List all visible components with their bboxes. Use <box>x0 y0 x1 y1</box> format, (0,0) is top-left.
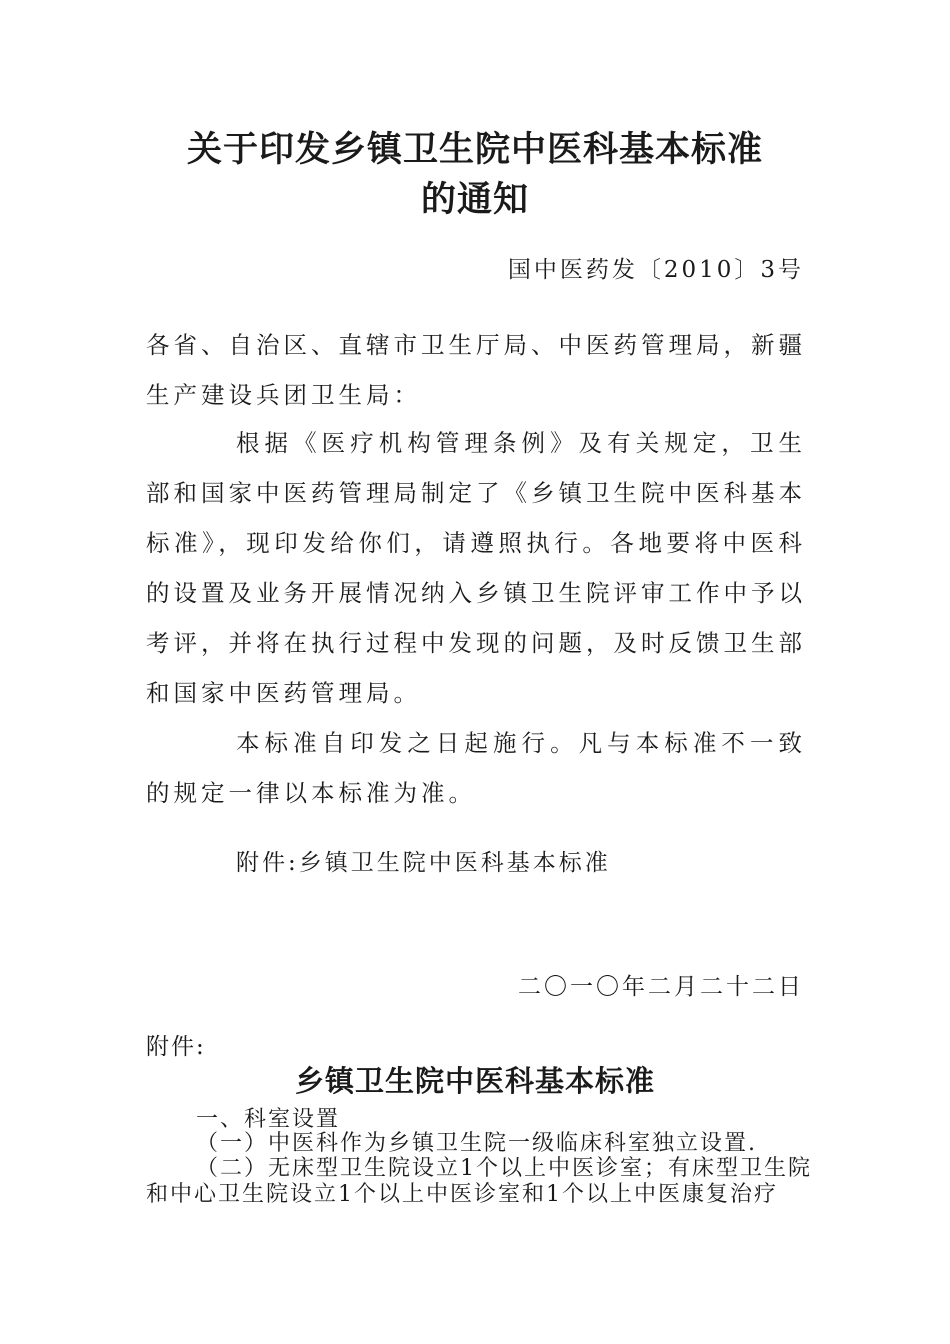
document-number: 国中医药发〔2010〕3号 <box>507 257 804 283</box>
issue-date: 二〇一〇年二月二十二日 <box>518 974 804 1000</box>
section-heading: 一、科室设置 <box>196 1107 341 1132</box>
attachment-label: 附件: <box>146 1034 206 1060</box>
section-item-2-line1: （二）无床型卫生院设立1个以上中医诊室；有床型卫生院 <box>196 1156 812 1181</box>
attachment-title: 乡镇卫生院中医科基本标准 <box>294 1064 655 1098</box>
addressee: 各省、自治区、直辖市卫生厅局、中医药管理局，新疆生产建设兵团卫生局： <box>146 331 806 409</box>
section-item-2-line2: 和中心卫生院设立1个以上中医诊室和1个以上中医康复治疗 <box>146 1182 778 1207</box>
attachment-note: 附件:乡镇卫生院中医科基本标准 <box>236 850 611 876</box>
document-title-line1: 关于印发乡镇卫生院中医科基本标准 <box>186 130 763 170</box>
document-title-line2: 的通知 <box>420 180 529 220</box>
body-paragraph-1: 根据《医疗机构管理条例》及有关规定，卫生部和国家中医药管理局制定了《乡镇卫生院中医科基本标准》，现印发给你们，请遵照执行。各地要将中医科的设置及业务开展情况纳入乡镇卫生院评审工作中予以考评，并将在执行过程中发现的问题，及时反馈卫生部和国家中医药管理局。 <box>146 429 806 707</box>
section-item-1: （一）中医科作为乡镇卫生院一级临床科室独立设置. <box>196 1131 757 1156</box>
body-paragraph-2: 本标准自印发之日起施行。凡与本标准不一致的规定一律以本标准为准。 <box>146 729 806 807</box>
